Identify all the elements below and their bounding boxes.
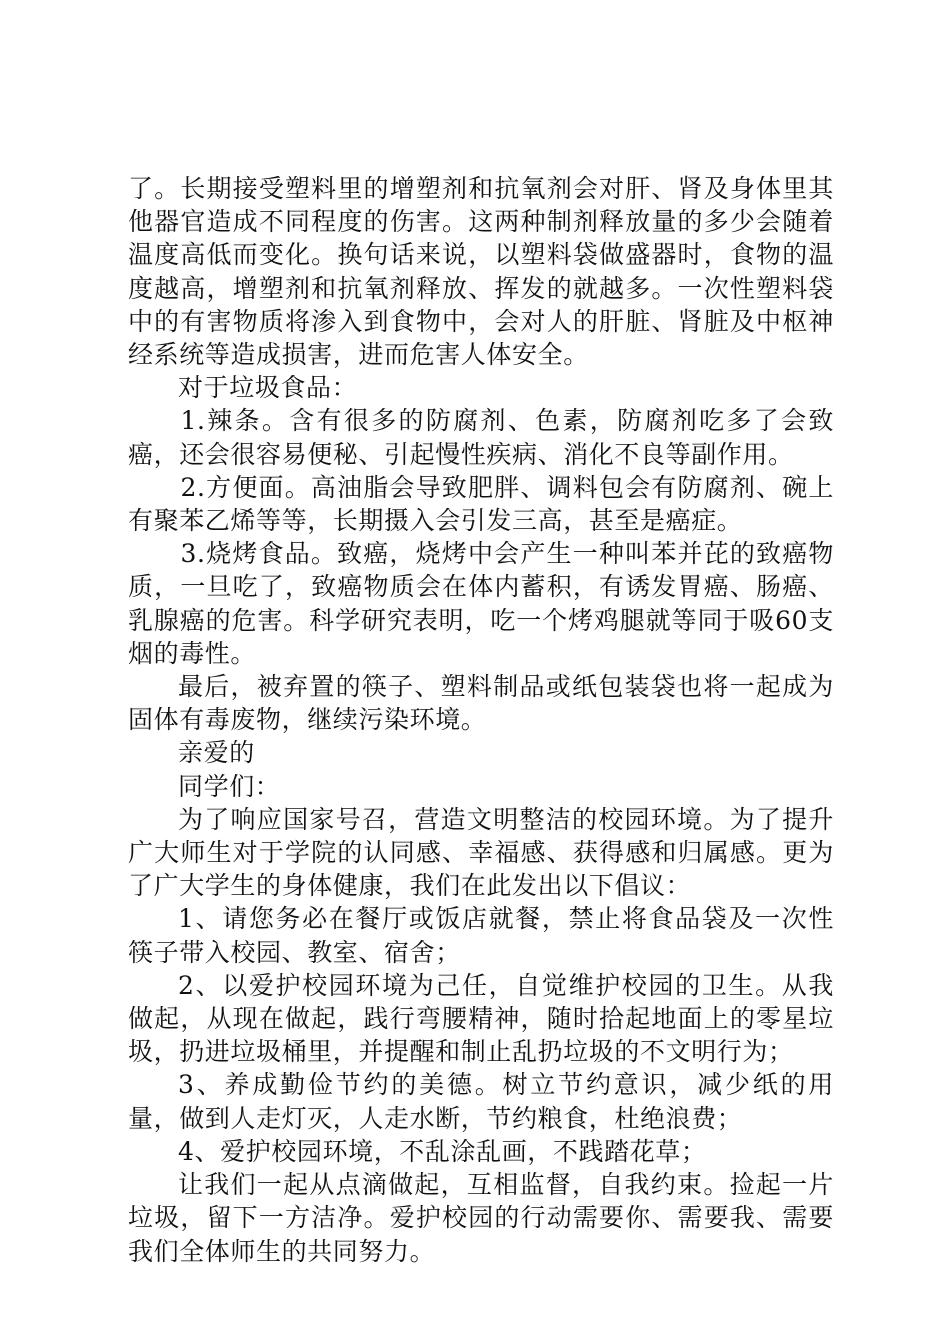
list-item-instant-noodles: 2.方便面。高油脂会导致肥胖、调料包会有防腐剂、碗上有聚苯乙烯等等，长期摄入会引发三高，甚至是癌症。 — [128, 472, 834, 536]
document-body — [128, 172, 834, 1268]
paragraph-closing: 让我们一起从点滴做起，互相监督，自我约束。捡起一片垃圾，留下一方洁净。爱护校园的行动需要你、需要我、需要我们全体师生的共同努力。 — [128, 1170, 834, 1266]
paragraph-finally: 最后，被弃置的筷子、塑料制品或纸包装袋也将一起成为固体有毒废物，继续污染环境。 — [128, 672, 834, 735]
proposal-item-1: 1、请您务必在餐厅或饭店就餐，禁止将食品袋及一次性筷子带入校园、教室、宿舍； — [128, 904, 834, 967]
paragraph-proposal-intro: 为了响应国家号召，营造文明整洁的校园环境。为了提升广大师生对于学院的认同感、幸福感、获得感和归属感。更为了广大学生的身体健康，我们在此发出以下倡议： — [128, 804, 834, 901]
list-item-spicy-strips: 1.辣条。含有很多的防腐剂、色素，防腐剂吃多了会致癌，还会很容易便秘、引起慢性疾病、消化不良等副作用。 — [128, 406, 834, 469]
paragraph-plastic-harm: 了。长期接受塑料里的增塑剂和抗氧剂会对肝、肾及身体里其他器官造成不同程度的伤害。这两种制剂释放量的多少会随着温度高低而变化。换句话来说，以塑料袋做盛器时，食物的温度越高，增塑剂和抗氧剂释放、挥发的就越多。一次性塑料袋中的有害物质将渗入到食物中，会对人的肝脏、肾脏及中枢神经系统等造成损害，进而危害人体安全。 — [128, 174, 834, 370]
proposal-item-2: 2、以爱护校园环境为己任，自觉维护校园的卫生。从我做起，从现在做起，践行弯腰精神，随时拾起地面上的零星垃圾，扔进垃圾桶里，并提醒和制止乱扔垃圾的不文明行为； — [128, 970, 834, 1067]
list-item-barbecue: 3.烧烤食品。致癌，烧烤中会产生一种叫苯并芘的致癌物质，一旦吃了，致癌物质会在体内蓄积，有诱发胃癌、肠癌、乳腺癌的危害。科学研究表明，吃一个烤鸡腿就等同于吸60支烟的毒性。 — [128, 539, 834, 668]
proposal-item-4: 4、爱护校园环境，不乱涂乱画，不践踏花草； — [178, 1136, 707, 1166]
proposal-item-3: 3、养成勤俭节约的美德。树立节约意识，减少纸的用量，做到人走灯灭，人走水断，节约粮食，杜绝浪费； — [128, 1070, 834, 1133]
salutation-classmates: 同学们： — [178, 771, 281, 801]
paragraph-junk-food-heading: 对于垃圾食品： — [178, 373, 358, 403]
salutation-dear: 亲爱的 — [178, 738, 255, 768]
